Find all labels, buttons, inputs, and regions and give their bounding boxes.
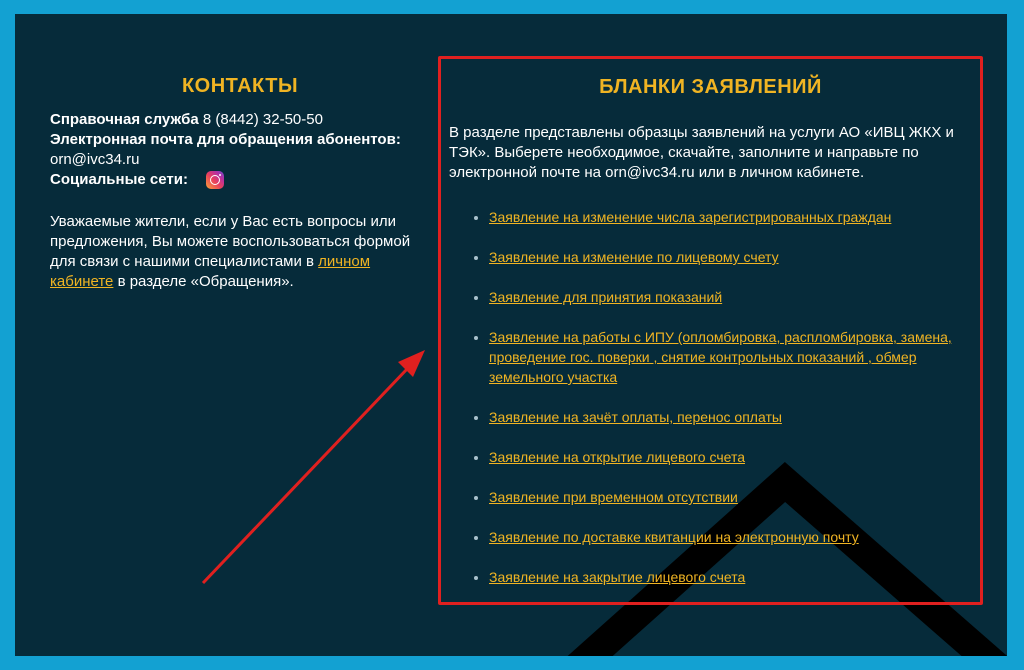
list-item: [489, 327, 970, 387]
list-item: [489, 247, 970, 267]
note-text-before: Уважаемые жители, если у Вас есть вопросы или предложения, Вы можете воспользоваться формой для связи с нашими специалистами в: [50, 213, 411, 270]
form-link[interactable]: Заявление для принятия показаний: [489, 289, 723, 305]
form-link[interactable]: Заявление на открытие лицевого счета: [489, 449, 745, 465]
email-line: [50, 130, 430, 150]
social-line: [50, 170, 430, 190]
list-item: [489, 567, 970, 587]
help-label: Справочная служба: [50, 111, 199, 128]
main-panel: [15, 14, 1007, 656]
list-item: [489, 207, 970, 227]
form-link[interactable]: Заявление на изменение числа зарегистрированных граждан: [489, 209, 892, 225]
forms-intro: В разделе представлены образцы заявлений на услуги АО «ИВЦ ЖКХ и ТЭК». Выберете необходимое, скачайте, заполните и направьте по электронной почте на orn@ivc34.ru или в личном кабинете.: [449, 124, 954, 181]
email-value: orn@ivc34.ru: [50, 151, 140, 168]
form-link[interactable]: Заявление при временном отсутствии: [489, 489, 738, 505]
help-line: [50, 110, 430, 130]
list-item: [489, 407, 970, 427]
form-link[interactable]: Заявление по доставке квитанции на электронную почту: [489, 529, 859, 545]
contacts-section: [50, 72, 430, 292]
email-label: Электронная почта для обращения абонентов:: [50, 131, 401, 148]
list-item: [489, 447, 970, 467]
form-link[interactable]: Заявление на работы с ИПУ (опломбировка, распломбировка, замена, проведение гос. поверки , снятие контрольных показаний , обмер земельного участка: [489, 329, 952, 385]
list-item: [489, 487, 970, 507]
instagram-icon[interactable]: [206, 171, 224, 189]
form-link[interactable]: Заявление на зачёт оплаты, перенос оплаты: [489, 409, 782, 425]
cabinet-link[interactable]: личном кабинете: [50, 253, 371, 290]
contacts-title: КОНТАКТЫ: [181, 75, 299, 97]
forms-list: [441, 207, 980, 587]
list-item: [489, 287, 970, 307]
forms-section: [438, 56, 983, 605]
forms-title: БЛАНКИ ЗАЯВЛЕНИЙ: [599, 76, 822, 98]
social-label: Социальные сети:: [50, 171, 188, 188]
form-link[interactable]: Заявление на изменение по лицевому счету: [489, 249, 779, 265]
list-item: [489, 527, 970, 547]
form-link[interactable]: Заявление на закрытие лицевого счета: [489, 569, 746, 585]
note-text-after: в разделе «Обращения».: [117, 273, 294, 290]
help-phone: 8 (8442) 32-50-50: [202, 111, 323, 128]
contacts-note: [50, 212, 430, 292]
